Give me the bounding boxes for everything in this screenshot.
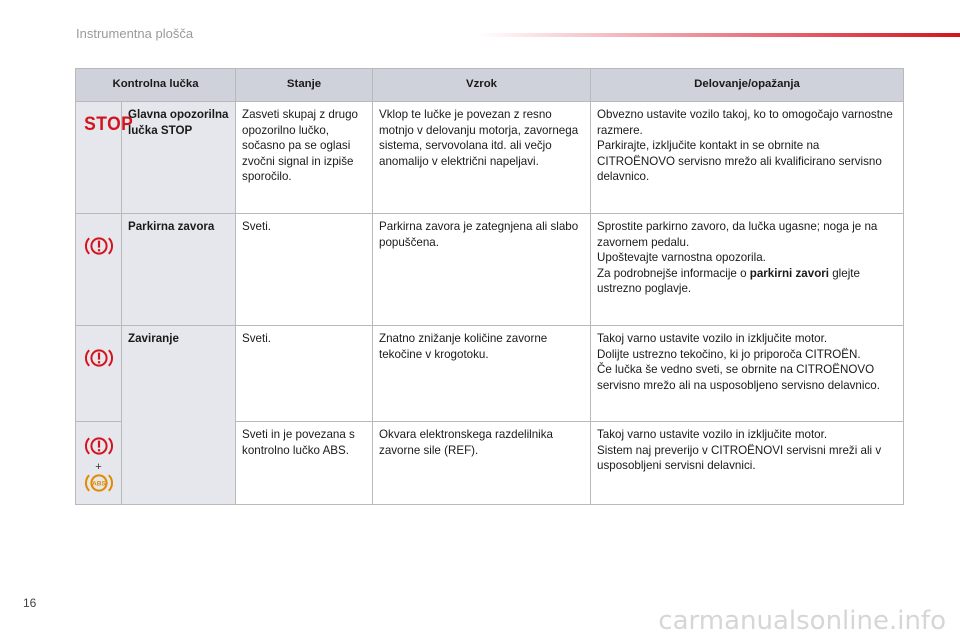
page-number: 16 [23,596,37,610]
watermark: carmanualsonline.info [658,606,946,636]
table-row [76,214,904,326]
table-header-row [76,69,904,102]
column-header-action: Delovanje/opažanja [591,69,904,102]
header-accent-line [480,33,960,37]
abs-icon-label: ABS [91,480,106,488]
table-row [76,102,904,214]
action-text: glejte ustrezno poglavje. [597,266,860,296]
action-text: Sprostite parkirno zavoro, da lučka ugasne; noga je na zavornem pedalu. Upoštevajte varnostna opozorila. Za podrobnejše informacije o [597,220,878,280]
indicator-name: Glavna opozorilna lučka STOP [122,102,236,214]
indicator-name: Zaviranje [122,326,236,505]
plus-sign: + [95,460,102,473]
indicator-table [75,68,904,505]
cause-cell: Okvara elektronskega razdelilnika zavorne sile (REF). [373,422,591,505]
action-cell: Obvezno ustavite vozilo takoj, ko to omogočajo varnostne razmere. Parkirajte, izključite kontakt in se obrnite na CITROËNOVO servisno mrežo ali kvalificirano servisno delavnico. [591,102,904,214]
brake-warning-icon [84,347,114,374]
cause-cell: Parkirna zavora je zategnjena ali slabo popuščena. [373,214,591,326]
brake-warning-icon [84,235,114,262]
column-header-cause: Vzrok [373,69,591,102]
brake-warning-icon [84,435,114,462]
table-row [76,326,904,422]
column-header-state: Stanje [236,69,373,102]
cause-cell: Vklop te lučke je povezan z resno motnjo v delovanju motorja, zavornega sistema, servovolana itd. ali večjo anomalijo v električni napeljavi. [373,102,591,214]
state-cell: Sveti. [236,214,373,326]
stop-icon: STOP [84,114,134,135]
state-cell: Zasveti skupaj z drugo opozorilno lučko, sočasno pa se oglasi zvočni signal in izpiše sporočilo. [236,102,373,214]
state-cell: Sveti. [236,326,373,422]
action-cell: Takoj varno ustavite vozilo in izključite motor. Dolijte ustrezno tekočino, ki jo priporoča CITROËN. Če lučka še vedno sveti, se obrnite na CITROËNOVO servisno mrežo ali na usposobljeno servisno delavnico. [591,326,904,422]
icon-cell [76,214,122,326]
icon-cell [76,326,122,422]
icon-cell [76,102,134,214]
abs-icon [84,472,114,499]
icon-cell [76,422,122,505]
action-cell: Takoj varno ustavite vozilo in izključite motor. Sistem naj preverijo v CITROËNOVI servisni mreži ali v usposobljeni servisni delavnici. [591,422,904,505]
page-title: Instrumentna plošča [76,26,194,41]
cause-cell: Znatno znižanje količine zavorne tekočine v krogotoku. [373,326,591,422]
state-cell: Sveti in je povezana s kontrolno lučko ABS. [236,422,373,505]
action-text-bold: parkirni zavori [749,266,830,280]
indicator-name: Parkirna zavora [122,214,236,326]
column-header-indicator: Kontrolna lučka [76,69,236,102]
action-cell [591,214,904,326]
